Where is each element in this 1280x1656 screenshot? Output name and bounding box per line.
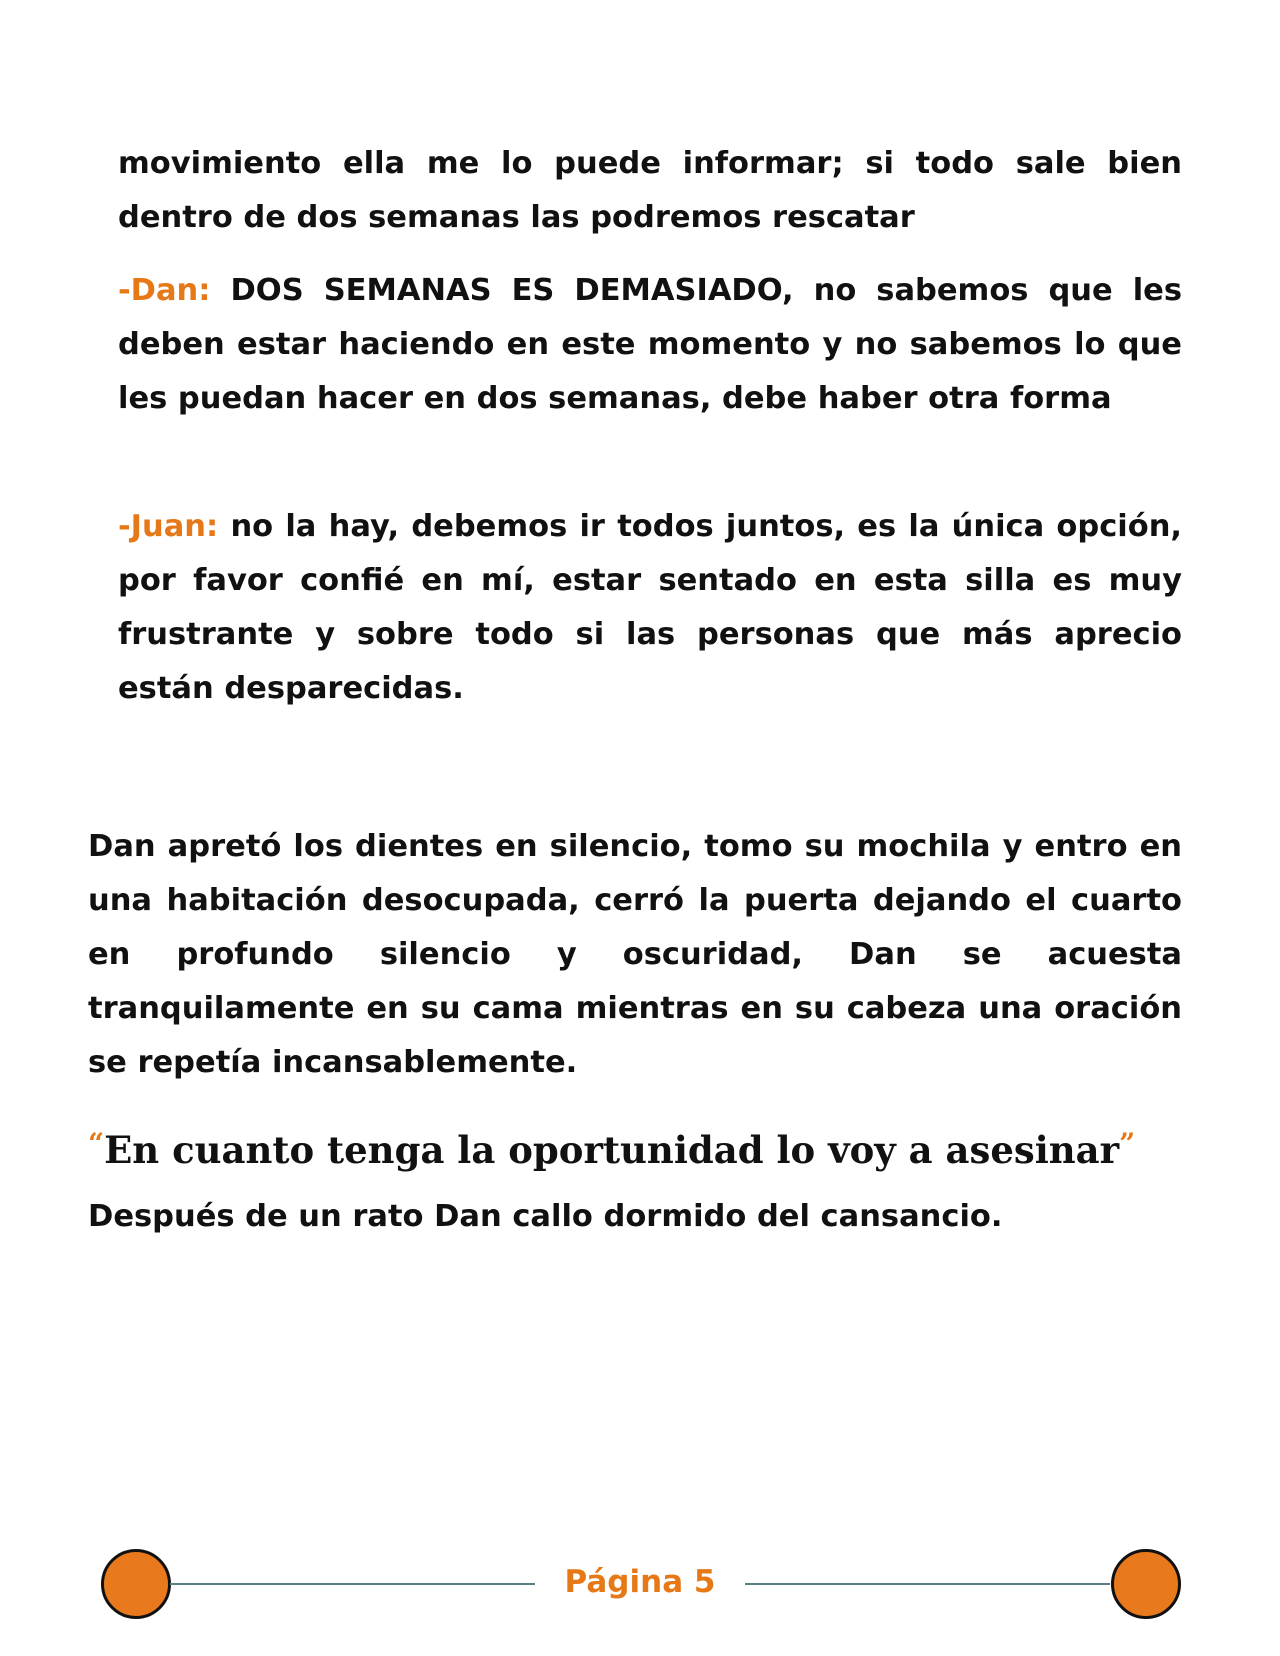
paragraph-text: movimiento ella me lo puede informar; si todo sale bien dentro de dos semanas las podremos rescatar bbox=[118, 146, 1182, 235]
dialogue-text: no la hay, debemos ir todos juntos, es la única opción, por favor confié en mí, estar sentado en esta silla es muy frustrante y sobre todo si las personas que más aprecio están desparecidas. bbox=[118, 509, 1182, 706]
close-quote-mark: ” bbox=[1119, 1127, 1136, 1160]
footer-rule-right bbox=[745, 1583, 1110, 1585]
paragraph-text: Dan apretó los dientes en silencio, tomo su mochila y entro en una habitación desocupada, cerró la puerta dejando el cuarto en profundo silencio y oscuridad, Dan se acuesta tranquilamente en su cama mientras en su cabeza una oración se repetía incansablemente. bbox=[88, 829, 1182, 1080]
speaker-label-dan: -Dan: bbox=[118, 273, 211, 308]
speaker-label-juan: -Juan: bbox=[118, 509, 219, 544]
dialogue-text: , no sabemos que les deben estar haciendo en este momento y no sabemos lo que les puedan hacer en dos semanas, debe haber otra forma bbox=[118, 273, 1182, 416]
page-number: Página 5 bbox=[564, 1564, 716, 1600]
dialogue-juan bbox=[118, 500, 1182, 716]
narrative-paragraph bbox=[88, 820, 1182, 1090]
footer-left-circle bbox=[101, 1549, 171, 1619]
paragraph-continuation bbox=[118, 137, 1182, 245]
dialogue-dan bbox=[118, 264, 1182, 426]
quote-line bbox=[88, 1116, 1198, 1178]
closing-paragraph bbox=[88, 1190, 1182, 1244]
footer-rule-left bbox=[170, 1583, 535, 1585]
open-quote-mark: “ bbox=[88, 1127, 105, 1160]
dialogue-emphasis: DOS SEMANAS ES DEMASIADO bbox=[230, 273, 782, 308]
quote-text: En cuanto tenga la oportunidad lo voy a asesinar bbox=[104, 1128, 1120, 1172]
paragraph-text: Después de un rato Dan callo dormido del cansancio. bbox=[88, 1199, 1003, 1234]
footer-right-circle bbox=[1111, 1549, 1181, 1619]
